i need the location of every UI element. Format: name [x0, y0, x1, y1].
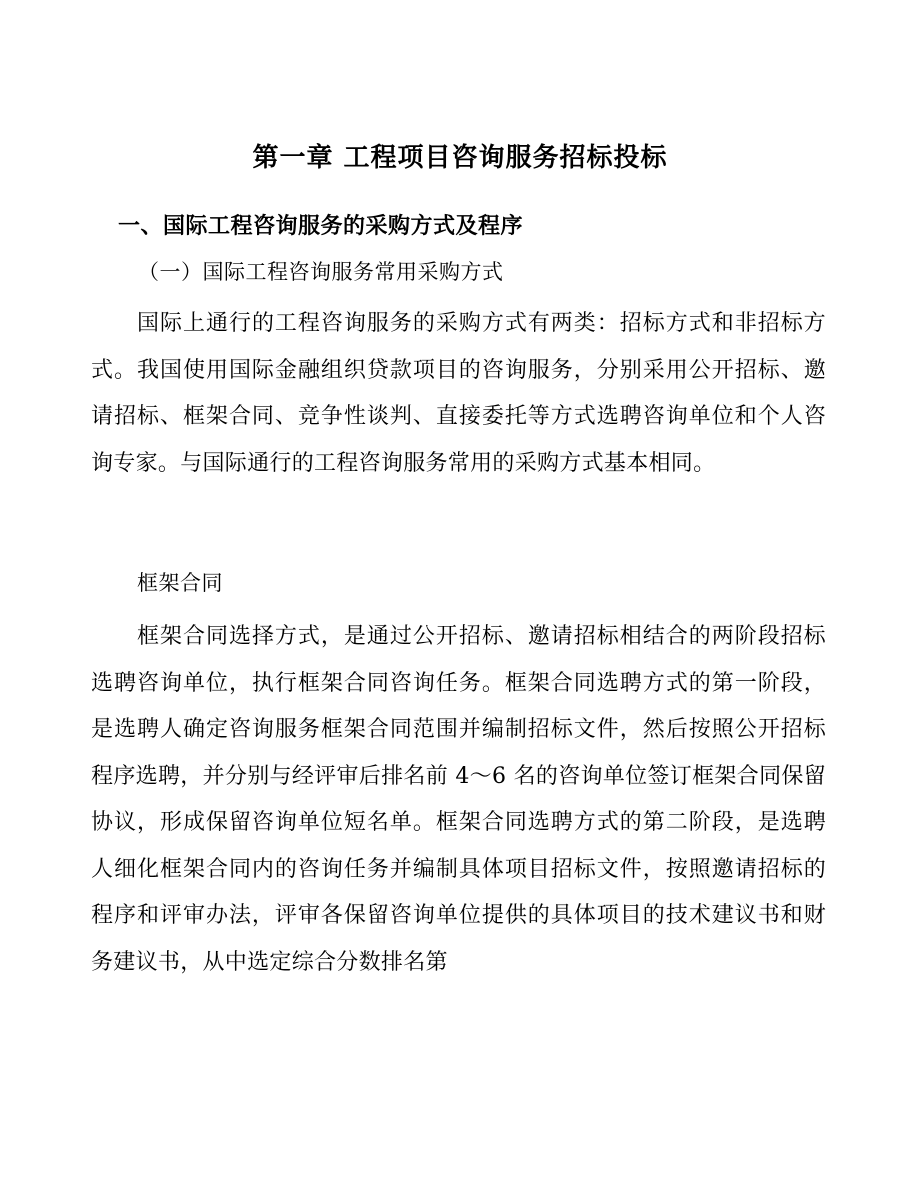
intro-paragraph: 国际上通行的工程咨询服务的采购方式有两类：招标方式和非招标方式。我国使用国际金融组织贷款项目的咨询服务，分别采用公开招标、邀请招标、框架合同、竞争性谈判、直接委托等方式选聘咨询单位和个人咨询专家。与国际通行的工程咨询服务常用的采购方式基本相同。	[91, 311, 826, 476]
chapter-title: 第一章 工程项目咨询服务招标投标	[252, 143, 668, 173]
subsection-heading: （一）国际工程咨询服务常用采购方式	[138, 260, 504, 284]
framework-contract-label: 框架合同	[137, 571, 223, 595]
framework-contract-paragraph: 框架合同选择方式，是通过公开招标、邀请招标相结合的两阶段招标选聘咨询单位，执行框架合同咨询任务。框架合同选聘方式的第一阶段，是选聘人确定咨询服务框架合同范围并编制招标文件，然后按照公开招标程序选聘，并分别与经评审后排名前 4～6 名的咨询单位签订框架合同保留协议，形成保留咨询单位短名单。框架合同选聘方式的第二阶段，是选聘人细化框架合同内的咨询任务并编制具体项目招标文件，按照邀请招标的程序和评审办法，评审各保留咨询单位提供的具体项目的技术建议书和财务建议书，从中选定综合分数排名第	[91, 624, 826, 975]
section-heading: 一、国际工程咨询服务的采购方式及程序	[118, 213, 524, 239]
